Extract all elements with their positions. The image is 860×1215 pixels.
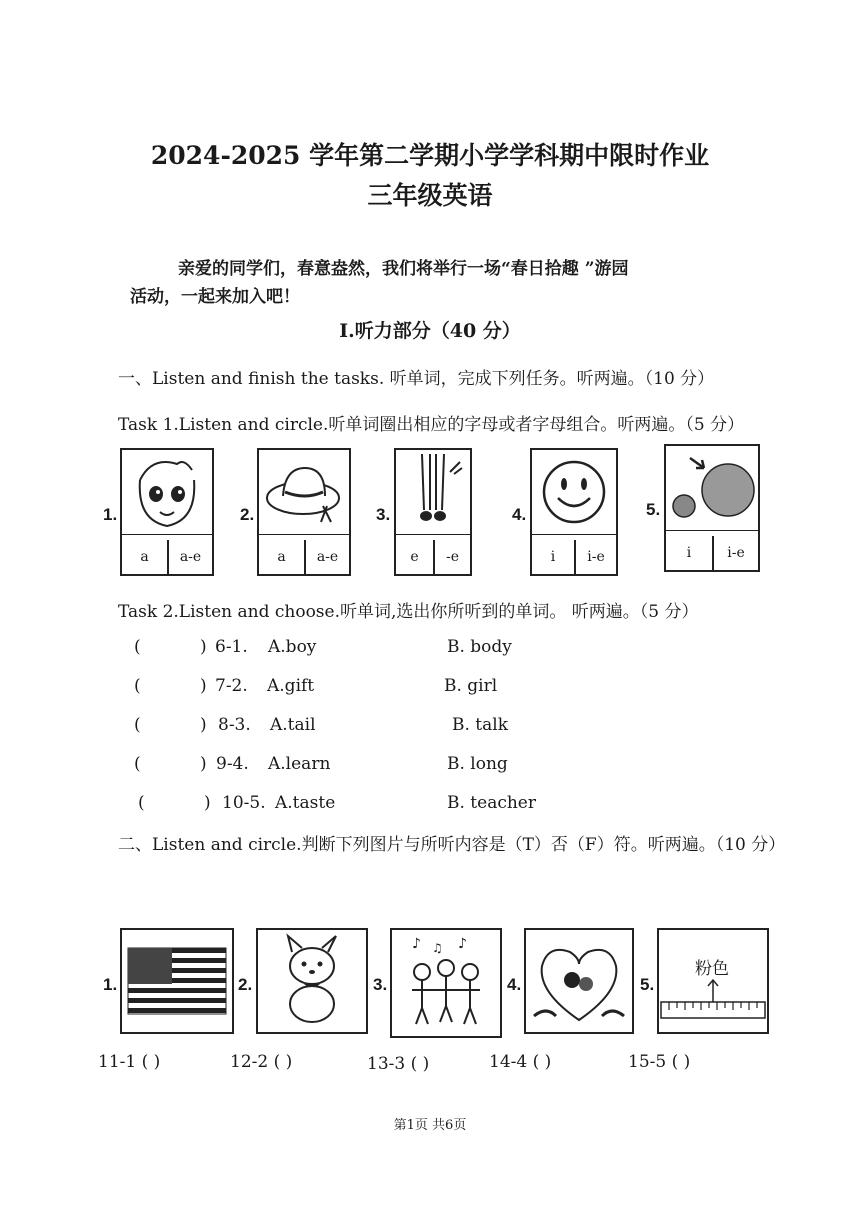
card-number: 5. — [646, 500, 661, 519]
answer-blank[interactable]: 11-1 ( ) — [98, 1052, 161, 1072]
picture-card — [256, 928, 368, 1034]
intro-line-1: 亲爱的同学们，春意盎然，我们将举行一场“春日拾趣 ”游园 — [178, 259, 629, 279]
answer-paren-close: ) — [200, 754, 207, 774]
option-b[interactable]: i-e — [727, 545, 745, 561]
picture-card — [120, 928, 234, 1034]
option-a[interactable]: A.tail — [270, 715, 316, 735]
item-number: 8-3. — [218, 715, 251, 735]
svg-text:♪: ♪ — [412, 936, 421, 952]
color-label: 粉色 — [695, 959, 729, 979]
smiley-icon — [532, 450, 616, 535]
part1-heading: 一、Listen and finish the tasks. 听单词，完成下列任务。听两遍。（10 分） — [118, 369, 715, 389]
option-a[interactable]: A.learn — [268, 754, 331, 774]
us-flag-icon — [122, 930, 232, 1032]
answer-blank[interactable]: 13-3 ( ) — [367, 1054, 430, 1074]
circles-icon — [666, 446, 758, 531]
dog-icon — [258, 930, 366, 1032]
option-a[interactable]: i — [550, 549, 556, 565]
answer-paren-close: ) — [200, 676, 207, 696]
option-a[interactable]: A.gift — [267, 676, 315, 696]
option-a[interactable]: e — [410, 549, 419, 565]
phonics-card — [257, 448, 351, 576]
phonics-card — [530, 448, 618, 576]
page-subtitle: 三年级英语 — [367, 181, 493, 210]
answer-paren-open[interactable]: ( — [134, 715, 141, 735]
intro-line-2: 活动，一起来加入吧！ — [130, 287, 300, 307]
item-number: 6-1. — [215, 637, 248, 657]
svg-text:♫: ♫ — [432, 941, 443, 955]
mothers-day-card-icon — [526, 930, 632, 1032]
card-number: 4. — [507, 975, 522, 994]
answer-paren-open[interactable]: ( — [134, 676, 141, 696]
option-b[interactable]: B. long — [447, 754, 508, 774]
answer-paren-close: ) — [200, 637, 207, 657]
card-number: 4. — [512, 505, 527, 524]
task2-heading: Task 2.Listen and choose.听单词,选出你所听到的单词。 听两遍。（5 分） — [118, 602, 699, 622]
card-number: 3. — [373, 975, 388, 994]
phonics-card — [120, 448, 214, 576]
option-b[interactable]: -e — [445, 549, 459, 565]
picture-card — [524, 928, 634, 1034]
option-a[interactable]: a — [277, 549, 286, 565]
picture-card — [390, 928, 502, 1038]
answer-blank[interactable]: 15-5 ( ) — [628, 1052, 691, 1072]
option-b[interactable]: B. talk — [452, 715, 509, 735]
option-b[interactable]: B. teacher — [447, 793, 536, 813]
baby-face-icon — [122, 450, 212, 535]
item-number: 10-5. — [222, 793, 266, 813]
answer-paren-open[interactable]: ( — [134, 637, 141, 657]
item-number: 7-2. — [215, 676, 248, 696]
option-a[interactable]: a — [140, 549, 149, 565]
option-b[interactable]: a-e — [316, 549, 339, 565]
legs-icon — [396, 450, 470, 535]
singing-children-icon — [392, 930, 500, 1036]
answer-paren-open[interactable]: ( — [134, 754, 141, 774]
card-number: 3. — [376, 505, 391, 524]
page-title: 2024-2025 学年第二学期小学学科期中限时作业 — [150, 141, 710, 170]
card-number: 2. — [238, 975, 253, 994]
task1-heading: Task 1.Listen and circle.听单词圈出相应的字母或者字母组合。听两遍。（5 分） — [118, 415, 745, 435]
option-b[interactable]: a-e — [179, 549, 202, 565]
hat-icon — [259, 450, 349, 535]
picture-card — [657, 928, 769, 1034]
answer-paren-close: ) — [204, 793, 211, 813]
option-b[interactable]: i-e — [587, 549, 605, 565]
pink-ruler-icon — [659, 930, 767, 1032]
option-a[interactable]: A.boy — [268, 637, 317, 657]
item-number: 9-4. — [216, 754, 249, 774]
option-a[interactable]: i — [686, 545, 692, 561]
phonics-card — [664, 444, 760, 572]
answer-paren-open[interactable]: ( — [138, 793, 145, 813]
card-number: 2. — [240, 505, 255, 524]
page-footer: 第1页 共6页 — [393, 1118, 467, 1133]
option-b[interactable]: B. body — [447, 637, 512, 657]
card-number: 5. — [640, 975, 655, 994]
answer-blank[interactable]: 12-2 ( ) — [230, 1052, 293, 1072]
section-title: I.听力部分（40 分） — [339, 320, 521, 342]
phonics-card — [394, 448, 472, 576]
intro-paragraph — [130, 255, 770, 311]
option-b[interactable]: B. girl — [444, 676, 498, 696]
card-number: 1. — [103, 975, 118, 994]
option-a[interactable]: A.taste — [275, 793, 336, 813]
card-number: 1. — [103, 505, 118, 524]
svg-text:♪: ♪ — [458, 936, 467, 952]
answer-paren-close: ) — [200, 715, 207, 735]
answer-blank[interactable]: 14-4 ( ) — [489, 1052, 552, 1072]
part2-heading: 二、Listen and circle.判断下列图片与所听内容是（T）否（F）符。听两遍。（10 分） — [118, 835, 786, 855]
